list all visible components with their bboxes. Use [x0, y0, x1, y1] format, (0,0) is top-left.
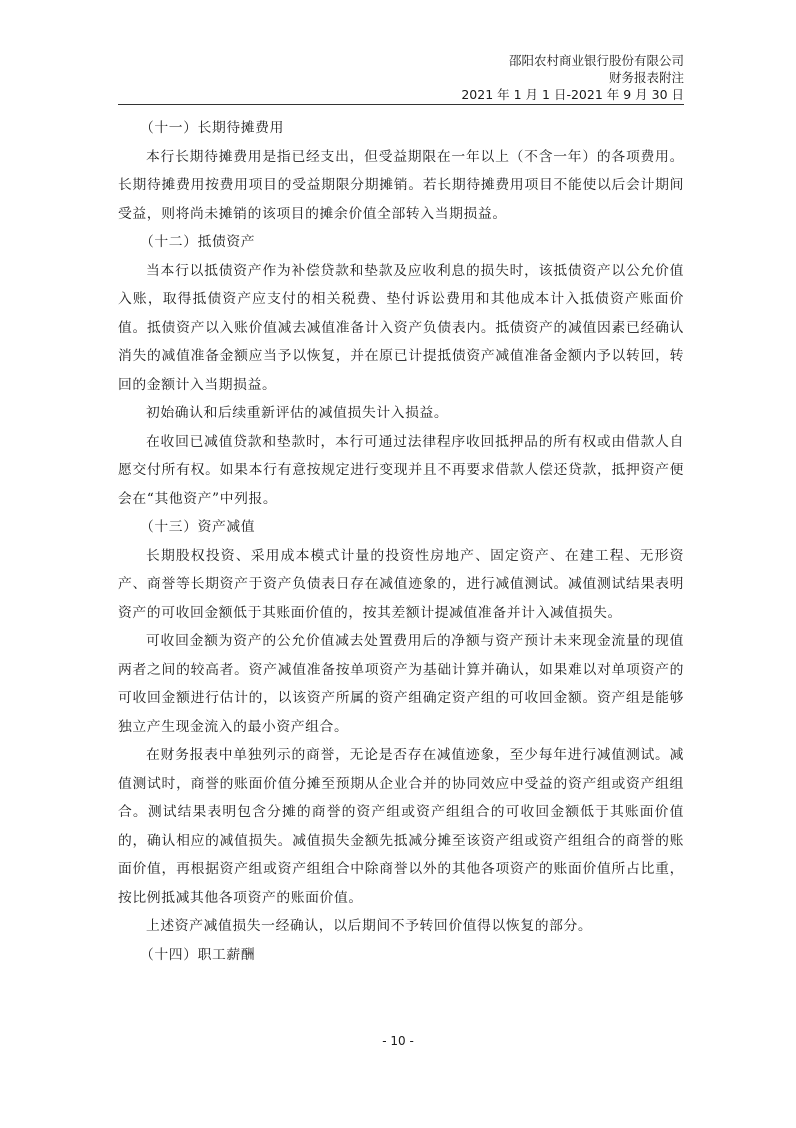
section-heading-long-term-prepaid: （十一）长期待摊费用 — [140, 120, 284, 136]
paragraph: 本行长期待摊费用是指已经支出，但受益期限在一年以上（不含一年）的各项费用。长期待摊费用按费用项目的受益期限分期摊销。若长期待摊费用项目不能使以后会计期间受益，则将尚未摊销的该项目的摊余价值全部转入当期损益。 — [118, 148, 684, 222]
paragraph: 在财务报表中单独列示的商誉，无论是否存在减值迹象，至少每年进行减值测试。减值测试时，商誉的账面价值分摊至预期从企业合并的协同效应中受益的资产组或资产组组合。测试结果表明包含分摊的商誉的资产组或资产组组合的可收回金额低于其账面价值的，确认相应的减值损失。减值损失金额先抵减分摊至该资产组或资产组组合的商誉的账面价值，再根据资产组或资产组组合中除商誉以外的其他各项资产的账面价值所占比重，按比例抵减其他各项资产的账面价值。 — [118, 747, 684, 906]
paragraph: 可收回金额为资产的公允价值减去处置费用后的净额与资产预计未来现金流量的现值两者之间的较高者。资产减值准备按单项资产为基础计算并确认，如果难以对单项资产的可收回金额进行估计的，以该资产所属的资产组确定资产组的可收回金额。资产组是能够独立产生现金流入的最小资产组合。 — [118, 633, 684, 735]
paragraph: 在收回已减值贷款和垫款时，本行可通过法律程序收回抵押品的所有权或由借款人自愿交付所有权。如果本行有意按规定进行变现并且不再要求借款人偿还贷款，抵押资产便会在“其他资产”中列报。 — [118, 433, 684, 507]
company-name: 邵阳农村商业银行股份有限公司 — [508, 53, 684, 68]
paragraph: 长期股权投资、采用成本模式计量的投资性房地产、固定资产、在建工程、无形资产、商誉等长期资产于资产负债表日存在减值迹象的，进行减值测试。减值测试结果表明资产的可收回金额低于其账面价值的，按其差额计提减值准备并计入减值损失。 — [118, 547, 684, 621]
paragraph: 初始确认和后续重新评估的减值损失计入损益。 — [146, 405, 449, 421]
page-header — [461, 52, 684, 103]
section-heading-foreclosed-assets: （十二）抵债资产 — [140, 234, 256, 250]
section-heading-employee-compensation: （十四）职工薪酬 — [140, 946, 256, 963]
reporting-period: 2021 年 1 月 1 日-2021 年 9 月 30 日 — [461, 87, 684, 102]
page-number: - 10 - — [382, 1034, 414, 1048]
paragraph: 当本行以抵债资产作为补偿贷款和垫款及应收利息的损失时，该抵债资产以公允价值入账，取得抵债资产应支付的相关税费、垫付诉讼费用和其他成本计入抵债资产账面价值。抵债资产以入账价值减去减值准备计入资产负债表内。抵债资产的减值因素已经确认消失的减值准备金额应当予以恢复，并在原已计提抵债资产减值准备金额内予以转回，转回的金额计入当期损益。 — [118, 262, 684, 393]
document-body — [118, 114, 684, 969]
paragraph: 上述资产减值损失一经确认，以后期间不予转回价值得以恢复的部分。 — [146, 918, 593, 934]
header-divider — [118, 104, 684, 105]
section-heading-asset-impairment: （十三）资产减值 — [140, 519, 256, 535]
document-title: 财务报表附注 — [608, 70, 684, 85]
